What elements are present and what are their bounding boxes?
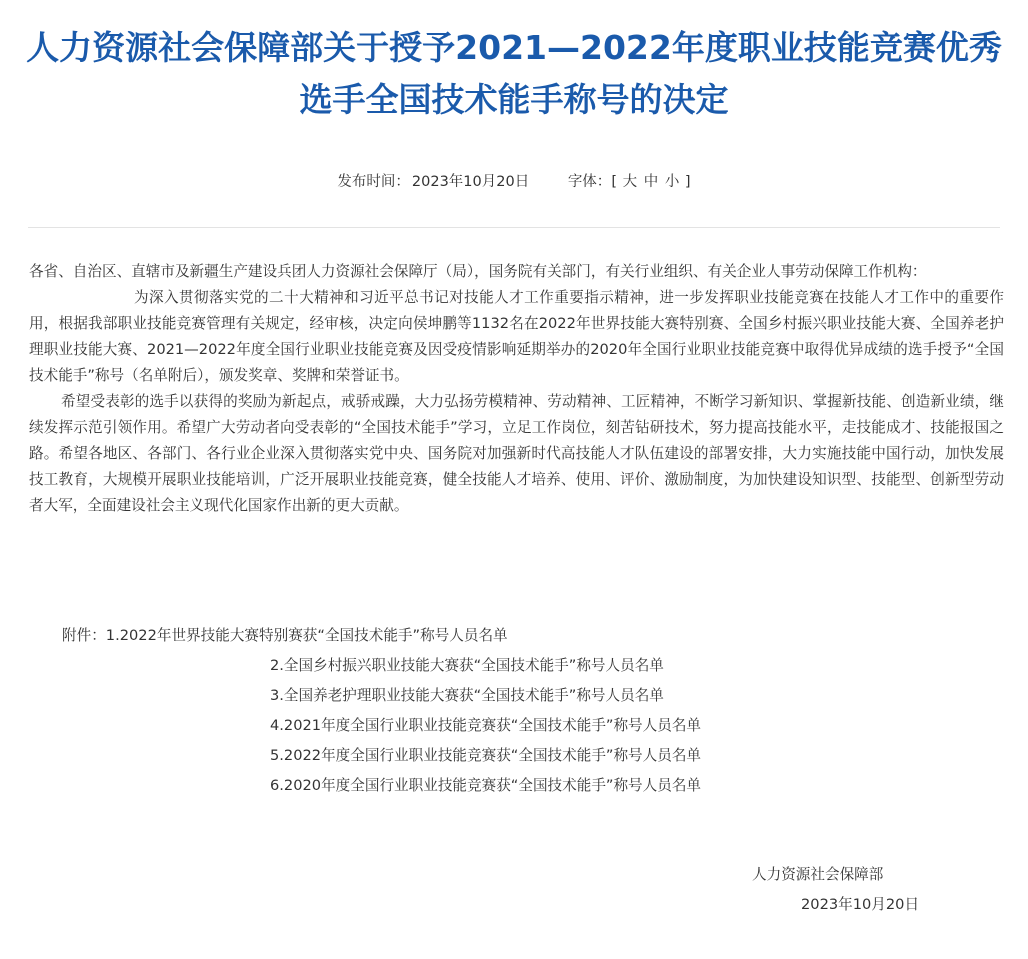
signature-date: 2023年10月20日 — [801, 896, 920, 913]
body-paragraph-1: 为深入贯彻落实党的二十大精神和习近平总书记对技能人才工作重要指示精神，进一步发挥职业技能竞赛在技能人才工作中的重要作用，根据我部职业技能竞赛管理有关规定，经审核，决定向侯坤鹏等1132名在2022年世界技能大赛特别赛、全国乡村振兴职业技能大赛、全国养老护理职业技能大赛、2021—2022年度全国行业职业技能竞赛及因受疫情影响延期举办的2020年全国行业职业技能竞赛中取得优异成绩的选手授予“全国技术能手”称号（名单附后），颁发奖章、奖牌和荣誉证书。 — [29, 289, 1004, 384]
attachment-item — [62, 621, 962, 651]
header-divider — [28, 227, 1000, 228]
publish-time-label: 发布时间： — [337, 174, 410, 190]
article-meta — [0, 171, 1028, 193]
signature-organization: 人力资源社会保障部 — [752, 866, 884, 883]
attachment-item-text: 1.2022年世界技能大赛特别赛获“全国技术能手”称号人员名单 — [105, 627, 508, 644]
attachment-item: 5.2022年度全国行业职业技能竞赛获“全国技术能手”称号人员名单 — [270, 747, 702, 764]
font-size-bracket-close: ] — [684, 174, 691, 190]
body-paragraph-2: 希望受表彰的选手以获得的奖励为新起点，戒骄戒躁，大力弘扬劳模精神、劳动精神、工匠精神，不断学习新知识、掌握新技能、创造新业绩，继续发挥示范引领作用。希望广大劳动者向受表彰的“全国技术能手”学习，立足工作岗位，刻苦钻研技术，努力提高技能水平，走技能成才、技能报国之路。希望各地区、各部门、各行业企业深入贯彻落实党中央、国务院对加强新时代高技能人才队伍建设的部署安排，大力实施技能中国行动，加快发展技工教育，大规模开展职业技能培训，广泛开展职业技能竞赛，健全技能人才培养、使用、评价、激励制度，为加快建设知识型、技能型、创新型劳动者大军，全面建设社会主义现代化国家作出新的更大贡献。 — [29, 393, 1004, 514]
font-size-medium-link[interactable]: 中 — [643, 174, 659, 190]
attachment-label: 附件： — [62, 627, 106, 644]
attachment-item: 2.全国乡村振兴职业技能大赛获“全国技术能手”称号人员名单 — [270, 657, 664, 674]
font-size-small-link[interactable]: 小 — [664, 174, 680, 190]
salutation: 各省、自治区、直辖市及新疆生产建设兵团人力资源社会保障厅（局），国务院有关部门，有关行业组织、有关企业人事劳动保障工作机构： — [29, 263, 927, 280]
attachment-item: 4.2021年度全国行业职业技能竞赛获“全国技术能手”称号人员名单 — [270, 717, 702, 734]
article-body — [29, 259, 1004, 519]
font-size-label: 字体： — [567, 174, 612, 190]
attachment-item: 6.2020年度全国行业职业技能竞赛获“全国技术能手”称号人员名单 — [270, 777, 702, 794]
font-size-bracket-open: [ — [611, 174, 617, 190]
publish-time-value: 2023年10月20日 — [411, 174, 530, 190]
page-title: 人力资源社会保障部关于授予2021—2022年度职业技能竞赛优秀选手全国技术能手称号的决定 — [26, 28, 1002, 119]
attachment-list — [62, 621, 962, 801]
font-size-large-link[interactable]: 大 — [622, 174, 638, 190]
signature-block — [700, 860, 950, 920]
attachment-item: 3.全国养老护理职业技能大赛获“全国技术能手”称号人员名单 — [270, 687, 664, 704]
